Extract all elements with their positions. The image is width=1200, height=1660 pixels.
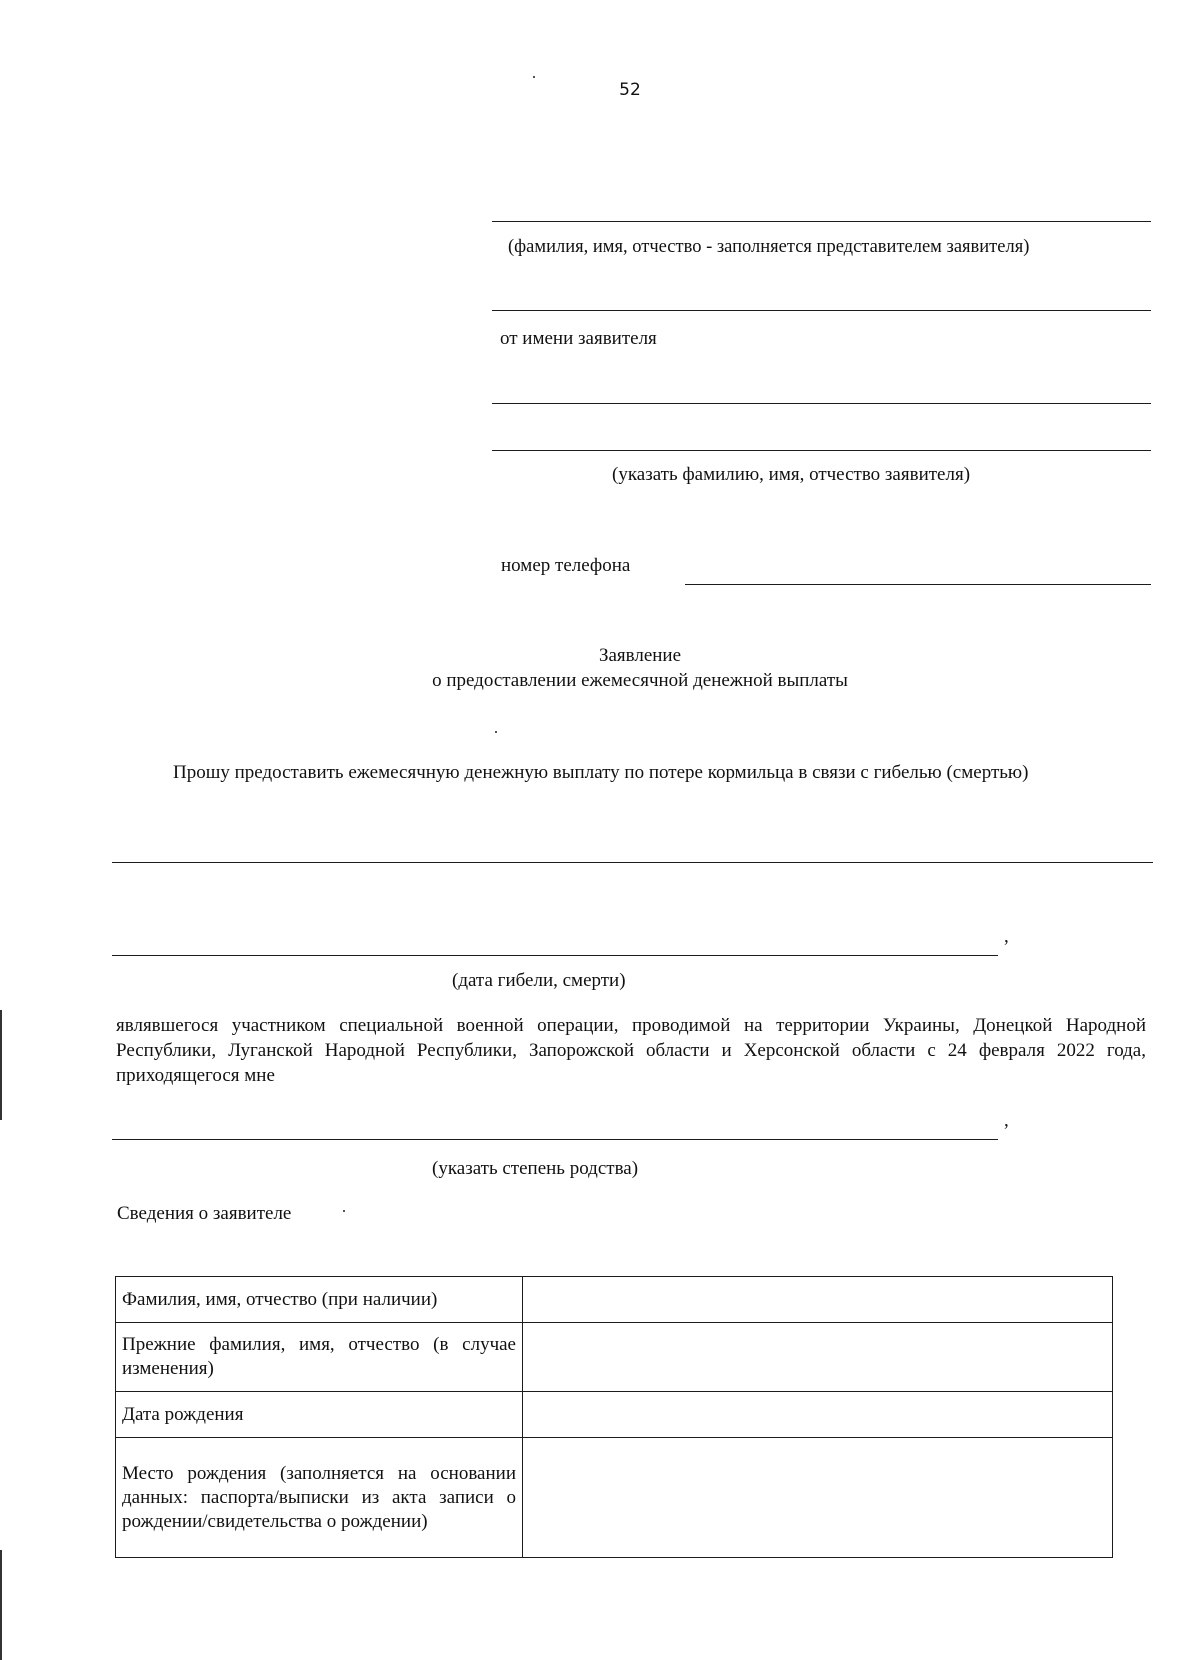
row-value-field[interactable]: [523, 1323, 1113, 1392]
table-row: [116, 1392, 1113, 1438]
scan-speck: [533, 76, 535, 78]
representative-name-line: [492, 221, 1151, 222]
comma-mark: ,: [1004, 926, 1009, 947]
applicant-info-table: [115, 1276, 1113, 1558]
row-label: Место рождения (заполняется на основании данных: паспорта/выписки из акта записи о рождении/свидетельства о рождении): [116, 1438, 523, 1558]
row-value-field[interactable]: [523, 1277, 1113, 1323]
deceased-line-2: [112, 955, 998, 956]
document-subtitle: о предоставлении ежемесячной денежной выплаты: [432, 670, 848, 691]
participant-paragraph: являвшегося участником специальной военной операции, проводимой на территории Украины, Донецкой Народной Республики, Луганской Народной Республики, Запорожской области и Херсонской области с 24 февраля 2022 года, приходящегося мне: [116, 1015, 1146, 1086]
row-label: Дата рождения: [116, 1392, 523, 1438]
applicant-name-line-2: [492, 450, 1151, 451]
relation-line: [112, 1139, 998, 1140]
representative-extra-line: [492, 310, 1151, 311]
scan-edge-mark: [0, 1010, 2, 1120]
row-label: Фамилия, имя, отчество (при наличии): [116, 1277, 523, 1323]
scan-speck: [495, 731, 497, 733]
on-behalf-label: от имени заявителя: [500, 328, 657, 349]
table-row: [116, 1277, 1113, 1323]
comma-mark: ,: [1004, 1110, 1009, 1131]
table-row: [116, 1438, 1113, 1558]
row-value-field[interactable]: [523, 1392, 1113, 1438]
scan-edge-mark: [0, 1550, 2, 1660]
phone-label: номер телефона: [501, 555, 631, 576]
applicant-name-line-1: [492, 403, 1151, 404]
caption-applicant: (указать фамилию, имя, отчество заявителя): [612, 464, 971, 485]
page-number: 52: [619, 80, 641, 100]
section-title: Сведения о заявителе: [117, 1203, 292, 1224]
phone-line: [685, 584, 1151, 585]
caption-relation: (указать степень родства): [432, 1158, 639, 1179]
table-row: [116, 1323, 1113, 1392]
row-label: Прежние фамилия, имя, отчество (в случае изменения): [116, 1323, 523, 1392]
scan-speck: [343, 1210, 345, 1212]
document-title: Заявление: [598, 645, 682, 666]
request-paragraph: Прошу предоставить ежемесячную денежную выплату по потере кормильца в связи с гибелью (смертью): [173, 762, 1029, 783]
caption-date: (дата гибели, смерти): [452, 970, 626, 991]
row-value-field[interactable]: [523, 1438, 1113, 1558]
deceased-line-1: [112, 862, 1153, 863]
caption-representative: (фамилия, имя, отчество - заполняется представителем заявителя): [508, 237, 1030, 257]
